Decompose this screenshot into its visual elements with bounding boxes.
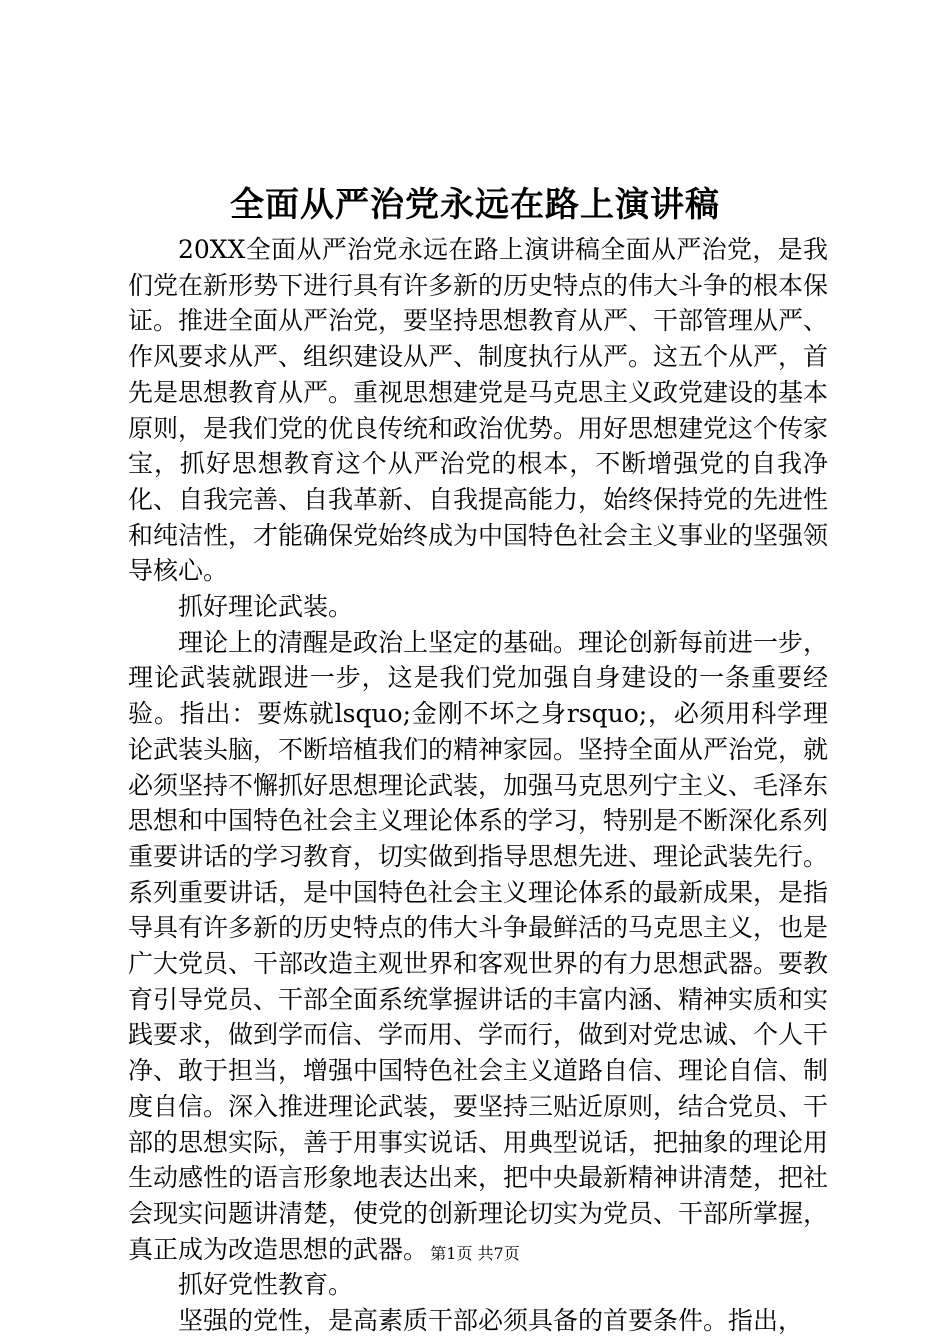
section-heading: 抓好理论武装。	[178, 592, 354, 622]
document-body	[128, 232, 828, 1339]
paragraph: 坚强的党性，是高素质干部必须具备的首要条件。指出，	[178, 1306, 804, 1336]
document-title: 全面从严治党永远在路上演讲稿	[230, 185, 720, 225]
page-number-footer: 第1页 共7页	[430, 1244, 520, 1263]
paragraph: 20XX全面从严治党永远在路上演讲稿全面从严治党，是我们党在新形势下进行具有许多新的历史特点的伟大斗争的根本保证。推进全面从严治党，要坚持思想教育从严、干部管理从严、作风要求从严、组织建设从严、制度执行从严。这五个从严，首先是思想教育从严。重视思想建党是马克思主义政党建设的基本原则，是我们党的优良传统和政治优势。用好思想建党这个传家宝，抓好思想教育这个从严治党的根本，不断增强党的自我净化、自我完善、自我革新、自我提高能力，始终保持党的先进性和纯洁性，才能确保党始终成为中国特色社会主义事业的坚强领导核心。	[128, 235, 829, 586]
section-heading: 抓好党性教育。	[178, 1270, 354, 1300]
paragraph: 理论上的清醒是政治上坚定的基础。理论创新每前进一步，理论武装就跟进一步，这是我们党加强自身建设的一条重要经验。指出：要炼就lsquo;金刚不坏之身rsquo;，必须用科学理论武装头脑，不断培植我们的精神家园。坚持全面从严治党，就必须坚持不懈抓好思想理论武装，加强马克思列宁主义、毛泽东思想和中国特色社会主义理论体系的学习，特别是不断深化系列重要讲话的学习教育，切实做到指导思想先进、理论武装先行。系列重要讲话，是中国特色社会主义理论体系的最新成果，是指导具有许多新的历史特点的伟大斗争最鲜活的马克思主义，也是广大党员、干部改造主观世界和客观世界的有力思想武器。要教育引导党员、干部全面系统掌握讲话的丰富内涵、精神实质和实践要求，做到学而信、学而用、学而行，做到对党忠诚、个人干净、敢于担当，增强中国特色社会主义道路自信、理论自信、制度自信。深入推进理论武装，要坚持三贴近原则，结合党员、干部的思想实际，善于用事实说话、用典型说话，把抽象的理论用生动感性的语言形象地表达出来，把中央最新精神讲清楚，把社会现实问题讲清楚，使党的创新理论切实为党员、干部所掌握，真正成为改造思想的武器。	[128, 627, 829, 1264]
